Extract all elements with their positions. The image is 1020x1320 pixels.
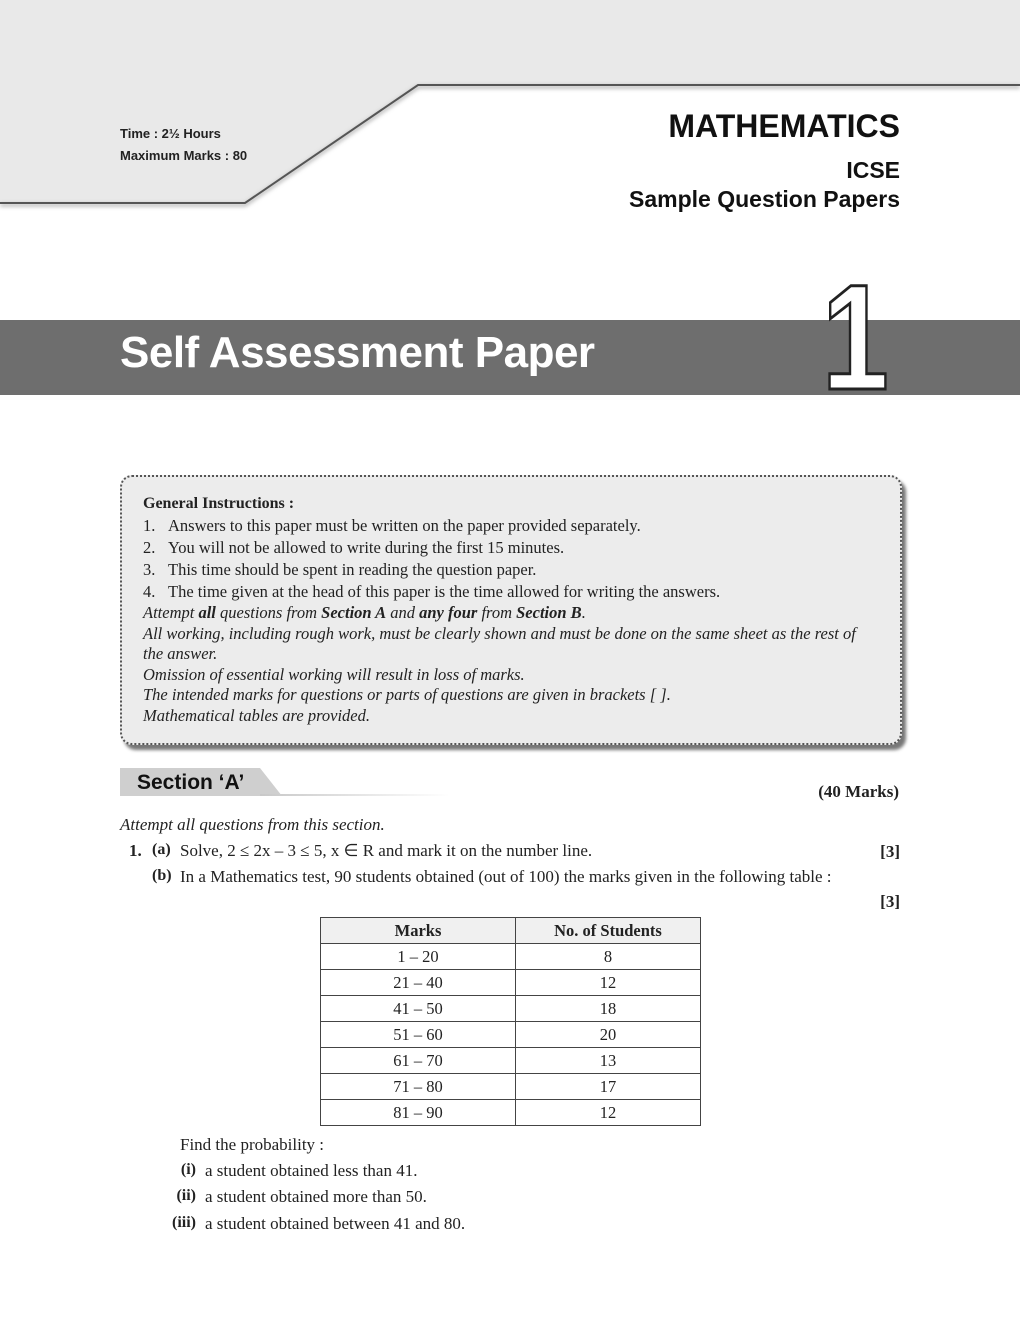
item-text: Answers to this paper must be written on the paper provided separately.	[168, 516, 641, 535]
exam-time: Time : 2½ Hours	[120, 126, 221, 141]
question-text: In a Mathematics test, 90 students obtained (out of 100) the marks given in the following table :	[180, 867, 832, 886]
board-name: ICSE	[846, 157, 900, 183]
subpart-label: (iii)	[172, 1214, 196, 1231]
marks-table	[320, 917, 701, 1126]
subpart-text: a student obtained less than 41.	[205, 1161, 418, 1180]
subpart-label: (ii)	[176, 1187, 196, 1204]
table-header-row	[321, 918, 701, 944]
note: Omission of essential working will result in loss of marks.	[143, 664, 525, 684]
section-marks: (40 Marks)	[818, 782, 899, 801]
cell: 12	[516, 1100, 701, 1126]
cell: 81 – 90	[321, 1100, 516, 1126]
general-instructions-box	[120, 475, 902, 745]
question-number: 1.	[129, 841, 142, 860]
section-label: Section ‘A’	[137, 771, 245, 794]
item-number: 1.	[143, 516, 156, 535]
table-row	[321, 1048, 701, 1074]
instruction-item	[143, 537, 880, 559]
part-label: (b)	[152, 867, 172, 884]
item-number: 4.	[143, 582, 156, 601]
column-header: No. of Students	[516, 918, 701, 944]
table-row	[321, 970, 701, 996]
subpart-text: a student obtained between 41 and 80.	[205, 1214, 466, 1233]
item-text: This time should be spent in reading the question paper.	[168, 560, 537, 579]
cell: 41 – 50	[321, 996, 516, 1022]
table-row	[321, 1100, 701, 1126]
note: Mathematical tables are provided.	[143, 705, 370, 725]
subpart-label: (i)	[180, 1161, 196, 1178]
instruction-item	[143, 581, 880, 603]
cell: 61 – 70	[321, 1048, 516, 1074]
note: The intended marks for questions or parts of questions are given in brackets [ ].	[143, 685, 671, 704]
cell: 71 – 80	[321, 1074, 516, 1100]
section-instruction: Attempt all questions from this section.	[120, 815, 385, 834]
item-text: You will not be allowed to write during the first 15 minutes.	[168, 538, 565, 557]
cell: 13	[516, 1048, 701, 1074]
table-row	[321, 1074, 701, 1100]
part-label: (a)	[152, 841, 171, 858]
paper-number: 1	[822, 253, 889, 421]
cell: 1 – 20	[321, 944, 516, 970]
cell: 18	[516, 996, 701, 1022]
table-row	[321, 944, 701, 970]
column-header: Marks	[321, 918, 516, 944]
cell: 12	[516, 970, 701, 996]
instructions-heading: General Instructions :	[143, 495, 295, 512]
item-number: 2.	[143, 538, 156, 557]
subject-title: MATHEMATICS	[668, 108, 900, 144]
instruction-item	[143, 515, 880, 537]
find-probability: Find the probability :	[180, 1135, 325, 1154]
table-row	[321, 996, 701, 1022]
question-text: Solve, 2 ≤ 2x – 3 ≤ 5, x ∈ R and mark it on the number line.	[180, 841, 593, 860]
item-number: 3.	[143, 560, 156, 579]
table-row	[321, 1022, 701, 1048]
cell: 8	[516, 944, 701, 970]
cell: 21 – 40	[321, 970, 516, 996]
maximum-marks: Maximum Marks : 80	[120, 148, 248, 163]
instruction-item	[143, 559, 880, 581]
attempt-instruction: Attempt all questions from Section A and any four from Section B.	[143, 603, 586, 622]
instructions-list	[143, 515, 880, 603]
subpart-text: a student obtained more than 50.	[205, 1187, 427, 1206]
question-marks: [3]	[880, 842, 900, 861]
note: All working, including rough work, must be clearly shown and must be done on the same sheet as the rest of the answer.	[143, 623, 856, 663]
cell: 17	[516, 1074, 701, 1100]
question-marks: [3]	[880, 892, 900, 911]
cell: 20	[516, 1022, 701, 1048]
page-title: Self Assessment Paper	[120, 328, 595, 377]
series-name: Sample Question Papers	[629, 186, 900, 212]
item-text: The time given at the head of this paper is the time allowed for writing the answers.	[168, 582, 721, 601]
cell: 51 – 60	[321, 1022, 516, 1048]
